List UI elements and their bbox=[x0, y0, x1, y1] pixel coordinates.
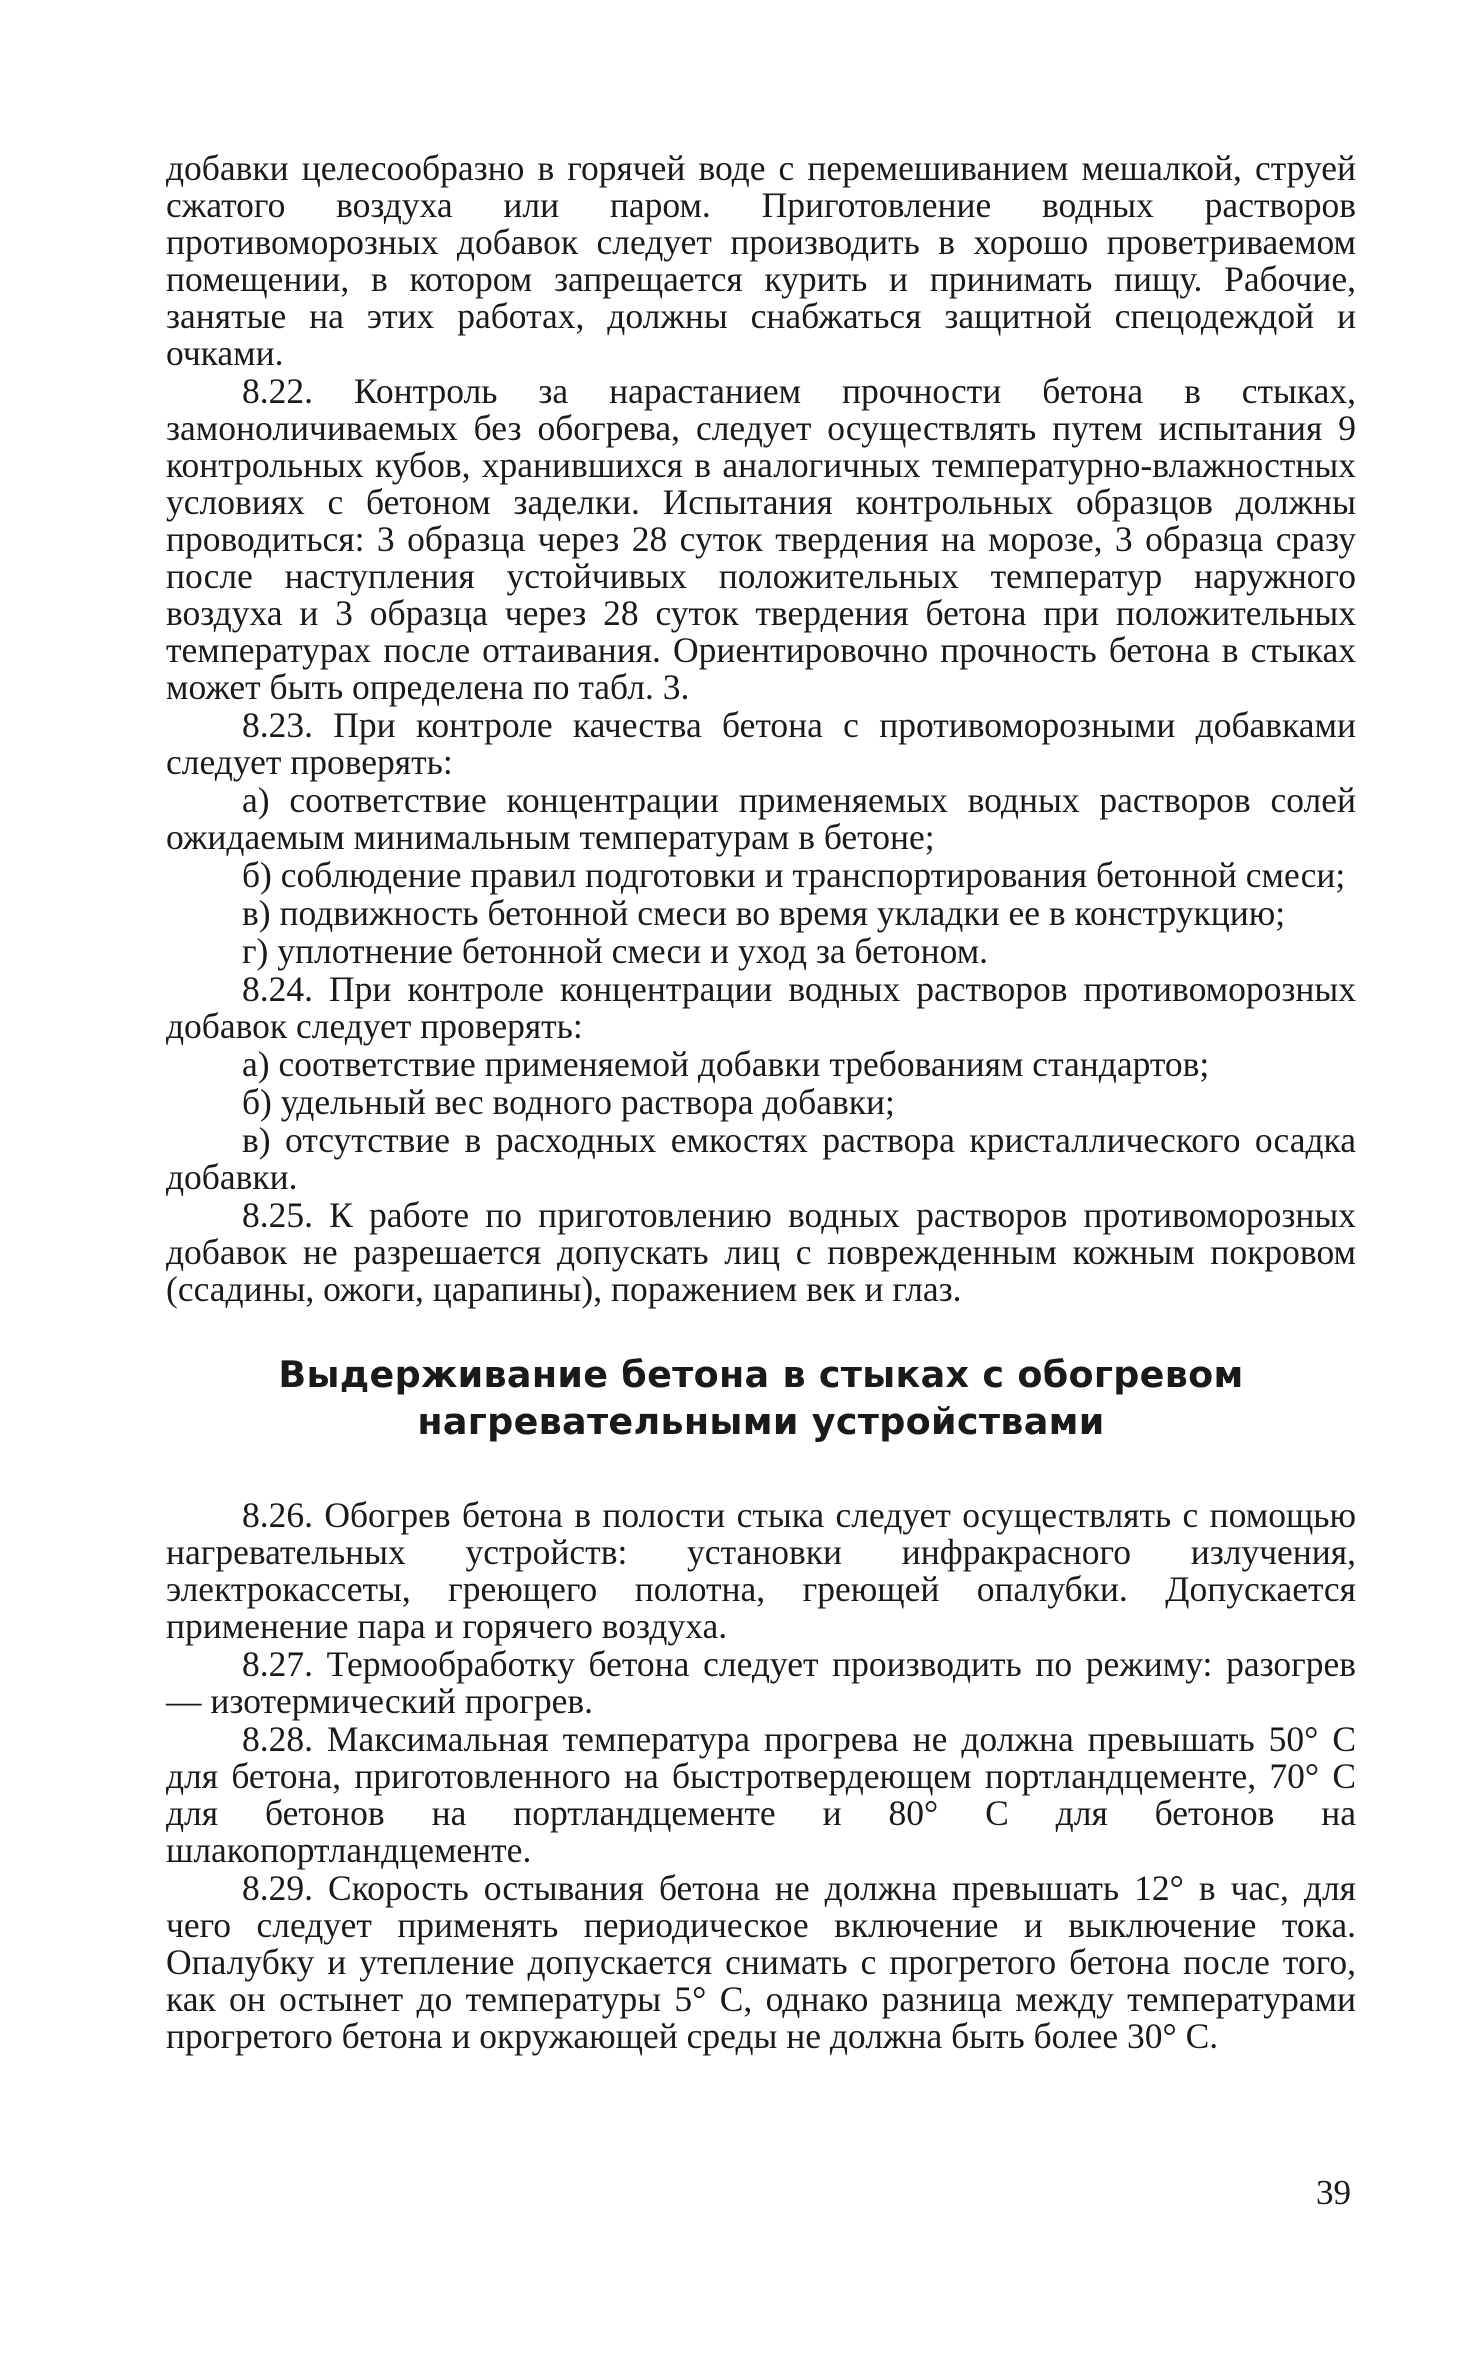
section-heading-line-2: нагревательными устройствами bbox=[417, 1400, 1105, 1443]
section-heading-line-1: Выдерживание бетона в стыках с обогревом bbox=[278, 1353, 1244, 1396]
paragraph-8-29: 8.29. Скорость остывания бетона не должна превышать 12° в час, для чего следует применять периодическое включение и выключение тока. Опалубку и утепление допускается снимать с прогретого бетона после того, как он остынет до температуры 5° С, однако разница между температурами прогретого бетона и окружающей среды не должна быть более 30° С. bbox=[166, 1868, 1356, 2056]
list-item-8-23-b: б) соблюдение правил подготовки и транспортирования бетонной смеси; bbox=[242, 855, 1346, 895]
paragraph-continuation: добавки целесообразно в горячей воде с перемешиванием мешалкой, струей сжатого воздуха или паром. Приготовление водных растворов противоморозных добавок следует производить в хорошо проветриваемом помещении, в котором запрещается курить и принимать пищу. Рабочие, занятые на этих работах, должны снабжаться защитной спецодеждой и очками. bbox=[166, 148, 1356, 373]
paragraph-8-24: 8.24. При контроле концентрации водных растворов противоморозных добавок следует проверять: bbox=[166, 969, 1356, 1046]
paragraph-8-25: 8.25. К работе по приготовлению водных растворов противоморозных добавок не разрешается допускать лиц с поврежденным кожным покровом (ссадины, ожоги, царапины), поражением век и глаз. bbox=[166, 1195, 1356, 1309]
list-item-8-23-d: г) уплотнение бетонной смеси и уход за бетоном. bbox=[242, 931, 989, 971]
paragraph-8-28: 8.28. Максимальная температура прогрева не должна превышать 50° С для бетона, приготовленного на быстротвердеющем портландцементе, 70° С для бетонов на портландцементе и 80° С для бетонов на шлакопортландцементе. bbox=[166, 1719, 1356, 1870]
list-item-8-24-a: а) соответствие применяемой добавки требованиям стандартов; bbox=[242, 1044, 1210, 1084]
paragraph-8-22: 8.22. Контроль за нарастанием прочности бетона в стыках, замоноличиваемых без обогрева, следует осуществлять путем испытания 9 контрольных кубов, хранившихся в аналогичных температурно-влажностных условиях с бетоном заделки. Испытания контрольных образцов должны проводиться: 3 образца через 28 суток твердения на морозе, 3 образца сразу после наступления устойчивых положительных температур наружного воздуха и 3 образца через 28 суток твердения бетона при положительных температурах после оттаивания. Ориентировочно прочность бетона в стыках может быть определена по табл. 3. bbox=[166, 371, 1356, 707]
paragraph-8-27: 8.27. Термообработку бетона следует производить по режиму: разогрев — изотермический прогрев. bbox=[166, 1644, 1356, 1721]
list-item-8-23-a: а) соответствие концентрации применяемых водных растворов солей ожидаемым минимальным температурам в бетоне; bbox=[166, 780, 1356, 857]
list-item-8-23-c: в) подвижность бетонной смеси во время укладки ее в конструкцию; bbox=[242, 893, 1286, 933]
paragraph-8-23: 8.23. При контроле качества бетона с противоморозными добавками следует проверять: bbox=[166, 705, 1356, 782]
section-heading bbox=[166, 1351, 1356, 1445]
paragraph-8-26: 8.26. Обогрев бетона в полости стыка следует осуществлять с помощью нагревательных устройств: установки инфракрасного излучения, электрокассеты, греющего полотна, греющей опалубки. Допускается применение пара и горячего воздуха. bbox=[166, 1495, 1356, 1646]
list-item-8-24-c: в) отсутствие в расходных емкостях раствора кристаллического осадка добавки. bbox=[166, 1120, 1356, 1197]
page-number: 39 bbox=[1316, 2173, 1351, 2212]
list-item-8-24-b: б) удельный вес водного раствора добавки; bbox=[242, 1082, 895, 1122]
document-page bbox=[166, 150, 1356, 2055]
